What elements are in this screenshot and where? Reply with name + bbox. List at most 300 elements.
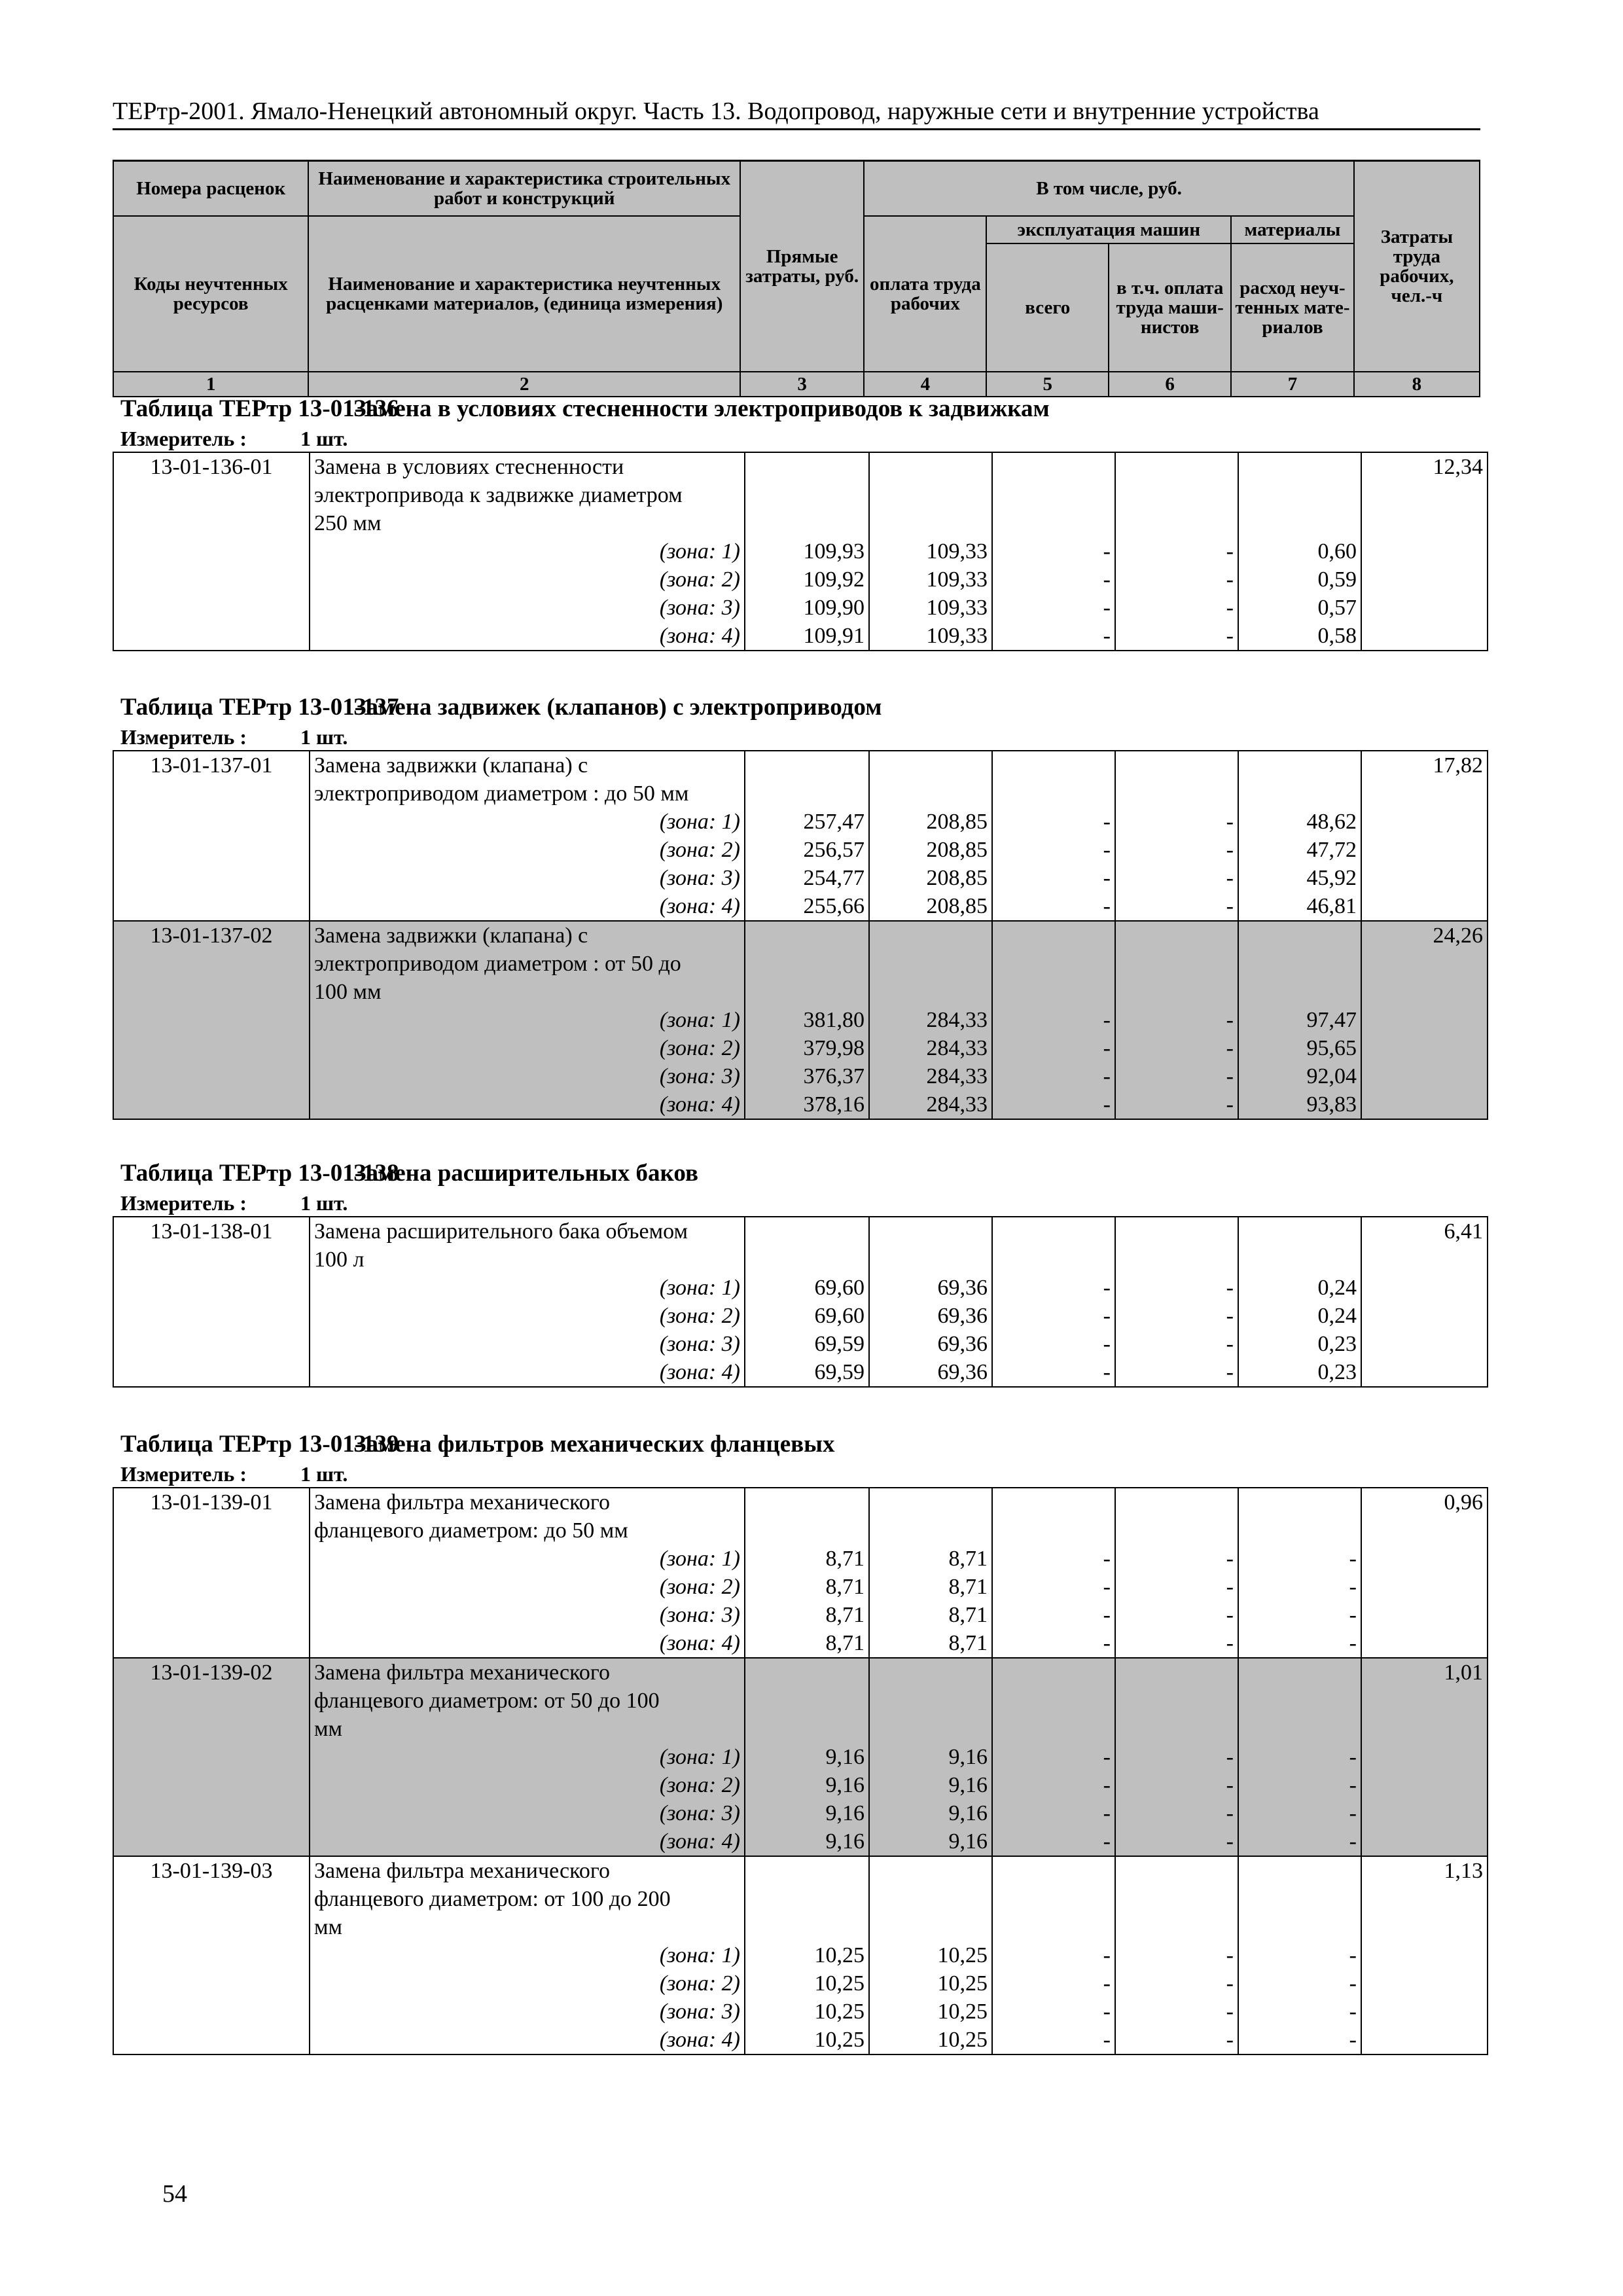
rate-desc-row [113, 1516, 1488, 1545]
materials: 97,47 [1238, 1006, 1361, 1034]
empty-cell [869, 1856, 992, 1885]
rate-desc-row [113, 509, 1488, 537]
empty-cell [1361, 1799, 1488, 1827]
machinist-pay: - [1115, 1034, 1238, 1062]
materials: - [1238, 1969, 1361, 1998]
empty-cell [1115, 978, 1238, 1006]
zone-row [113, 1941, 1488, 1969]
rate-code-cell [113, 1998, 310, 2026]
labor-pay: 284,33 [869, 1006, 992, 1034]
zone-label: (зона: 3) [310, 1601, 745, 1629]
zone-label: (зона: 4) [310, 1358, 745, 1387]
empty-cell [1361, 537, 1488, 565]
empty-cell [1361, 1941, 1488, 1969]
materials: 45,92 [1238, 864, 1361, 892]
materials: - [1238, 1545, 1361, 1573]
materials: - [1238, 1743, 1361, 1771]
zone-row [113, 2026, 1488, 2054]
empty-cell [992, 481, 1115, 509]
empty-cell [869, 1885, 992, 1913]
direct-costs: 9,16 [745, 1743, 869, 1771]
machinist-pay: - [1115, 808, 1238, 836]
table-section [113, 1428, 1483, 2055]
machine-total: - [992, 1090, 1115, 1119]
zone-row [113, 537, 1488, 565]
machine-total: - [992, 1062, 1115, 1090]
zone-label: (зона: 4) [310, 892, 745, 921]
header-labor-hours: Затраты труда рабочих, чел.-ч [1354, 161, 1480, 372]
rate-code-cell [113, 864, 310, 892]
empty-cell [1361, 1715, 1488, 1743]
rate-code-cell [113, 808, 310, 836]
direct-costs: 255,66 [745, 892, 869, 921]
machinist-pay: - [1115, 864, 1238, 892]
zone-row [113, 594, 1488, 622]
section-unit [120, 425, 1480, 452]
empty-cell [1115, 1516, 1238, 1545]
rate-description: электропривода к задвижке диаметром [310, 481, 745, 509]
empty-cell [1238, 950, 1361, 978]
zone-label: (зона: 4) [310, 2026, 745, 2054]
section-title [120, 1428, 1480, 1461]
labor-pay: 208,85 [869, 864, 992, 892]
empty-cell [1238, 1516, 1361, 1545]
empty-cell [992, 1715, 1115, 1743]
empty-cell [1361, 864, 1488, 892]
empty-cell [745, 1246, 869, 1274]
header-machine-operation: эксплуатация машин [986, 216, 1231, 243]
section-title [120, 1157, 1480, 1190]
header-col-number: 1 [113, 372, 308, 397]
empty-cell [869, 452, 992, 481]
empty-cell [869, 950, 992, 978]
rate-code-cell [113, 1090, 310, 1119]
empty-cell [1115, 780, 1238, 808]
labor-pay: 10,25 [869, 1941, 992, 1969]
rate-code: 13-01-137-02 [113, 921, 310, 950]
machinist-pay: - [1115, 565, 1238, 594]
zone-label: (зона: 1) [310, 1941, 745, 1969]
table-section [113, 1157, 1483, 1388]
rate-code-cell [113, 1274, 310, 1302]
rate-description: 250 мм [310, 509, 745, 537]
materials: - [1238, 1998, 1361, 2026]
empty-cell [992, 780, 1115, 808]
unit-label: Измеритель : [120, 1191, 247, 1215]
empty-cell [745, 751, 869, 780]
empty-cell [1361, 1062, 1488, 1090]
labor-pay: 109,33 [869, 622, 992, 651]
rate-code-cell [113, 1330, 310, 1358]
unit-value: 1 шт. [300, 1462, 348, 1486]
rate-code-cell [113, 1302, 310, 1330]
direct-costs: 109,93 [745, 537, 869, 565]
empty-cell [1361, 1330, 1488, 1358]
rate-desc-row [113, 780, 1488, 808]
empty-cell [1115, 1913, 1238, 1941]
empty-cell [745, 978, 869, 1006]
machinist-pay: - [1115, 1969, 1238, 1998]
empty-cell [992, 1488, 1115, 1516]
zone-row [113, 864, 1488, 892]
page-header: ТЕРтр-2001. Ямало-Ненецкий автономный округ. Часть 13. Водопровод, наружные сети и внутренние устройства [113, 97, 1480, 130]
empty-cell [1238, 509, 1361, 537]
materials: 46,81 [1238, 892, 1361, 921]
empty-cell [745, 780, 869, 808]
machine-total: - [992, 864, 1115, 892]
empty-cell [1361, 836, 1488, 864]
machine-total: - [992, 1743, 1115, 1771]
direct-costs: 257,47 [745, 808, 869, 836]
empty-cell [1115, 950, 1238, 978]
rate-code-cell [113, 1601, 310, 1629]
column-header-table [113, 160, 1480, 397]
rate-code-cell [113, 1545, 310, 1573]
header-col-number: 2 [308, 372, 740, 397]
empty-cell [869, 1913, 992, 1941]
direct-costs: 9,16 [745, 1827, 869, 1856]
rate-desc-row [113, 921, 1488, 950]
empty-cell [745, 1488, 869, 1516]
labor-pay: 69,36 [869, 1274, 992, 1302]
empty-cell [992, 1856, 1115, 1885]
table-section [113, 691, 1483, 1120]
direct-costs: 69,60 [745, 1274, 869, 1302]
header-total: всего [986, 243, 1109, 372]
direct-costs: 256,57 [745, 836, 869, 864]
labor-pay: 284,33 [869, 1062, 992, 1090]
rate-description: Замена в условиях стесненности [310, 452, 745, 481]
materials: 47,72 [1238, 836, 1361, 864]
zone-label: (зона: 2) [310, 1573, 745, 1601]
rate-code-cell [113, 1358, 310, 1387]
machine-total: - [992, 2026, 1115, 2054]
rate-code-cell [113, 1827, 310, 1856]
direct-costs: 381,80 [745, 1006, 869, 1034]
section-code: Таблица ТЕРтр 13-01-137 [120, 694, 399, 721]
empty-cell [1238, 978, 1361, 1006]
empty-cell [1115, 1658, 1238, 1687]
rates-table [113, 1216, 1488, 1388]
labor-pay: 9,16 [869, 1743, 992, 1771]
zone-label: (зона: 2) [310, 1034, 745, 1062]
rate-desc-row [113, 1217, 1488, 1246]
machinist-pay: - [1115, 594, 1238, 622]
rate-code-cell [113, 1913, 310, 1941]
direct-costs: 10,25 [745, 1941, 869, 1969]
labor-hours: 6,41 [1361, 1217, 1488, 1246]
machine-total: - [992, 1941, 1115, 1969]
materials: 0,58 [1238, 622, 1361, 651]
direct-costs: 10,25 [745, 1998, 869, 2026]
empty-cell [1361, 1601, 1488, 1629]
zone-label: (зона: 2) [310, 565, 745, 594]
rate-description: Замена фильтра механического [310, 1856, 745, 1885]
empty-cell [745, 1885, 869, 1913]
machine-total: - [992, 1998, 1115, 2026]
labor-pay: 284,33 [869, 1034, 992, 1062]
section-name: Замена расширительных баков [353, 1160, 698, 1187]
zone-row [113, 1799, 1488, 1827]
empty-cell [1361, 622, 1488, 651]
machine-total: - [992, 622, 1115, 651]
zone-label: (зона: 1) [310, 1545, 745, 1573]
zone-row [113, 1302, 1488, 1330]
header-material-name: Наименование и характеристика неучтенных расценками материалов, (единица измерения) [308, 216, 740, 372]
empty-cell [992, 509, 1115, 537]
zone-row [113, 1006, 1488, 1034]
direct-costs: 109,90 [745, 594, 869, 622]
empty-cell [1361, 892, 1488, 921]
direct-costs: 69,60 [745, 1302, 869, 1330]
labor-hours: 12,34 [1361, 452, 1488, 481]
materials: 0,59 [1238, 565, 1361, 594]
materials: 92,04 [1238, 1062, 1361, 1090]
zone-row [113, 1601, 1488, 1629]
rate-desc-row [113, 1658, 1488, 1687]
empty-cell [1238, 1885, 1361, 1913]
direct-costs: 10,25 [745, 1969, 869, 1998]
direct-costs: 379,98 [745, 1034, 869, 1062]
machinist-pay: - [1115, 622, 1238, 651]
machine-total: - [992, 892, 1115, 921]
rate-desc-row [113, 978, 1488, 1006]
machine-total: - [992, 1358, 1115, 1387]
page-number: 54 [162, 2180, 187, 2208]
rate-code-cell [113, 509, 310, 537]
zone-label: (зона: 4) [310, 1827, 745, 1856]
zone-label: (зона: 3) [310, 1330, 745, 1358]
table-section [113, 393, 1483, 651]
rate-code-cell [113, 622, 310, 651]
section-name: Замена задвижек (клапанов) с электроприводом [353, 694, 882, 721]
header-labor-pay: оплата труда рабочих [864, 216, 986, 372]
empty-cell [1238, 1488, 1361, 1516]
empty-cell [992, 1687, 1115, 1715]
machine-total: - [992, 537, 1115, 565]
machine-total: - [992, 1601, 1115, 1629]
machine-total: - [992, 1799, 1115, 1827]
zone-row [113, 1969, 1488, 1998]
rate-desc-row [113, 751, 1488, 780]
labor-pay: 109,33 [869, 537, 992, 565]
machinist-pay: - [1115, 1274, 1238, 1302]
header-material-consumption: расход неуч-тенных мате-риалов [1231, 243, 1354, 372]
empty-cell [1361, 2026, 1488, 2054]
empty-cell [1115, 921, 1238, 950]
machinist-pay: - [1115, 1771, 1238, 1799]
section-title [120, 691, 1480, 724]
empty-cell [745, 1715, 869, 1743]
materials: 0,24 [1238, 1274, 1361, 1302]
rate-code-cell [113, 537, 310, 565]
machinist-pay: - [1115, 836, 1238, 864]
section-unit [120, 724, 1480, 750]
labor-pay: 9,16 [869, 1827, 992, 1856]
materials: 0,23 [1238, 1358, 1361, 1387]
empty-cell [869, 1488, 992, 1516]
empty-cell [1115, 1687, 1238, 1715]
rate-code-cell [113, 1516, 310, 1545]
empty-cell [745, 509, 869, 537]
empty-cell [1361, 1516, 1488, 1545]
labor-pay: 8,71 [869, 1573, 992, 1601]
zone-label: (зона: 3) [310, 1998, 745, 2026]
empty-cell [1361, 1006, 1488, 1034]
materials: - [1238, 1771, 1361, 1799]
labor-pay: 208,85 [869, 808, 992, 836]
direct-costs: 378,16 [745, 1090, 869, 1119]
empty-cell [992, 1516, 1115, 1545]
direct-costs: 8,71 [745, 1629, 869, 1658]
direct-costs: 10,25 [745, 2026, 869, 2054]
zone-label: (зона: 1) [310, 1274, 745, 1302]
rate-code-cell [113, 1715, 310, 1743]
header-col-number: 8 [1354, 372, 1480, 397]
zone-label: (зона: 2) [310, 1302, 745, 1330]
rate-description: Замена расширительного бака объемом [310, 1217, 745, 1246]
zone-row [113, 808, 1488, 836]
rate-code: 13-01-136-01 [113, 452, 310, 481]
empty-cell [992, 1913, 1115, 1941]
rates-table [113, 452, 1488, 651]
empty-cell [869, 1687, 992, 1715]
empty-cell [1361, 1274, 1488, 1302]
machine-total: - [992, 1006, 1115, 1034]
machine-total: - [992, 1771, 1115, 1799]
zone-label: (зона: 4) [310, 622, 745, 651]
rate-code-cell [113, 978, 310, 1006]
rate-code-cell [113, 836, 310, 864]
empty-cell [1238, 1715, 1361, 1743]
machinist-pay: - [1115, 1545, 1238, 1573]
zone-row [113, 622, 1488, 651]
labor-pay: 69,36 [869, 1302, 992, 1330]
section-title [120, 393, 1480, 425]
direct-costs: 9,16 [745, 1799, 869, 1827]
rates-table [113, 750, 1488, 1120]
labor-pay: 208,85 [869, 892, 992, 921]
empty-cell [1361, 1687, 1488, 1715]
empty-cell [745, 950, 869, 978]
unit-label: Измеритель : [120, 1462, 247, 1486]
empty-cell [745, 1658, 869, 1687]
direct-costs: 376,37 [745, 1062, 869, 1090]
empty-cell [1238, 1913, 1361, 1941]
empty-cell [869, 978, 992, 1006]
rate-code: 13-01-138-01 [113, 1217, 310, 1246]
empty-cell [1115, 452, 1238, 481]
machinist-pay: - [1115, 1629, 1238, 1658]
empty-cell [1238, 1856, 1361, 1885]
empty-cell [1361, 481, 1488, 509]
header-direct-costs: Прямые затраты, руб. [740, 161, 864, 372]
labor-hours: 1,13 [1361, 1856, 1488, 1885]
zone-label: (зона: 3) [310, 594, 745, 622]
zone-row [113, 1573, 1488, 1601]
header-resource-codes: Коды неучтенных ресурсов [113, 216, 308, 372]
machinist-pay: - [1115, 2026, 1238, 2054]
empty-cell [1361, 1246, 1488, 1274]
empty-cell [1361, 1885, 1488, 1913]
zone-label: (зона: 1) [310, 537, 745, 565]
materials: 95,65 [1238, 1034, 1361, 1062]
direct-costs: 69,59 [745, 1358, 869, 1387]
rate-desc-row [113, 481, 1488, 509]
unit-value: 1 шт. [300, 725, 348, 749]
empty-cell [1361, 1034, 1488, 1062]
section-code: Таблица ТЕРтр 13-01-136 [120, 395, 399, 422]
labor-hours: 0,96 [1361, 1488, 1488, 1516]
labor-pay: 8,71 [869, 1545, 992, 1573]
rate-description: Замена фильтра механического [310, 1488, 745, 1516]
empty-cell [992, 1246, 1115, 1274]
rate-code: 13-01-139-02 [113, 1658, 310, 1687]
zone-row [113, 1743, 1488, 1771]
rate-code: 13-01-137-01 [113, 751, 310, 780]
empty-cell [869, 509, 992, 537]
zone-row [113, 1062, 1488, 1090]
empty-cell [1361, 950, 1488, 978]
empty-cell [869, 751, 992, 780]
machinist-pay: - [1115, 1330, 1238, 1358]
empty-cell [869, 1658, 992, 1687]
machinist-pay: - [1115, 1941, 1238, 1969]
empty-cell [1115, 1246, 1238, 1274]
empty-cell [1361, 1998, 1488, 2026]
rate-description: Замена задвижки (клапана) с [310, 921, 745, 950]
machinist-pay: - [1115, 1006, 1238, 1034]
zone-row [113, 1274, 1488, 1302]
machinist-pay: - [1115, 537, 1238, 565]
empty-cell [1115, 1856, 1238, 1885]
rate-code-cell [113, 481, 310, 509]
section-code: Таблица ТЕРтр 13-01-139 [120, 1431, 399, 1458]
empty-cell [869, 481, 992, 509]
materials: 0,24 [1238, 1302, 1361, 1330]
empty-cell [1238, 1217, 1361, 1246]
materials: 0,57 [1238, 594, 1361, 622]
rate-code-cell [113, 1629, 310, 1658]
rate-code-cell [113, 1743, 310, 1771]
labor-pay: 9,16 [869, 1771, 992, 1799]
empty-cell [745, 452, 869, 481]
machinist-pay: - [1115, 1743, 1238, 1771]
materials: - [1238, 1601, 1361, 1629]
rate-description: Замена фильтра механического [310, 1658, 745, 1687]
materials: 48,62 [1238, 808, 1361, 836]
rate-description: 100 л [310, 1246, 745, 1274]
machinist-pay: - [1115, 1601, 1238, 1629]
machinist-pay: - [1115, 1998, 1238, 2026]
materials: 93,83 [1238, 1090, 1361, 1119]
section-name: Замена фильтров механических фланцевых [353, 1431, 835, 1458]
labor-hours: 24,26 [1361, 921, 1488, 950]
machine-total: - [992, 565, 1115, 594]
section-code: Таблица ТЕРтр 13-01-138 [120, 1160, 399, 1187]
empty-cell [1238, 780, 1361, 808]
empty-cell [1361, 565, 1488, 594]
empty-cell [1238, 751, 1361, 780]
empty-cell [1361, 780, 1488, 808]
section-unit [120, 1190, 1480, 1216]
zone-row [113, 1330, 1488, 1358]
rate-description: электроприводом диаметром : до 50 мм [310, 780, 745, 808]
zone-label: (зона: 4) [310, 1629, 745, 1658]
labor-pay: 69,36 [869, 1358, 992, 1387]
rate-desc-row [113, 1687, 1488, 1715]
header-rates-numbers: Номера расценок [113, 161, 308, 217]
